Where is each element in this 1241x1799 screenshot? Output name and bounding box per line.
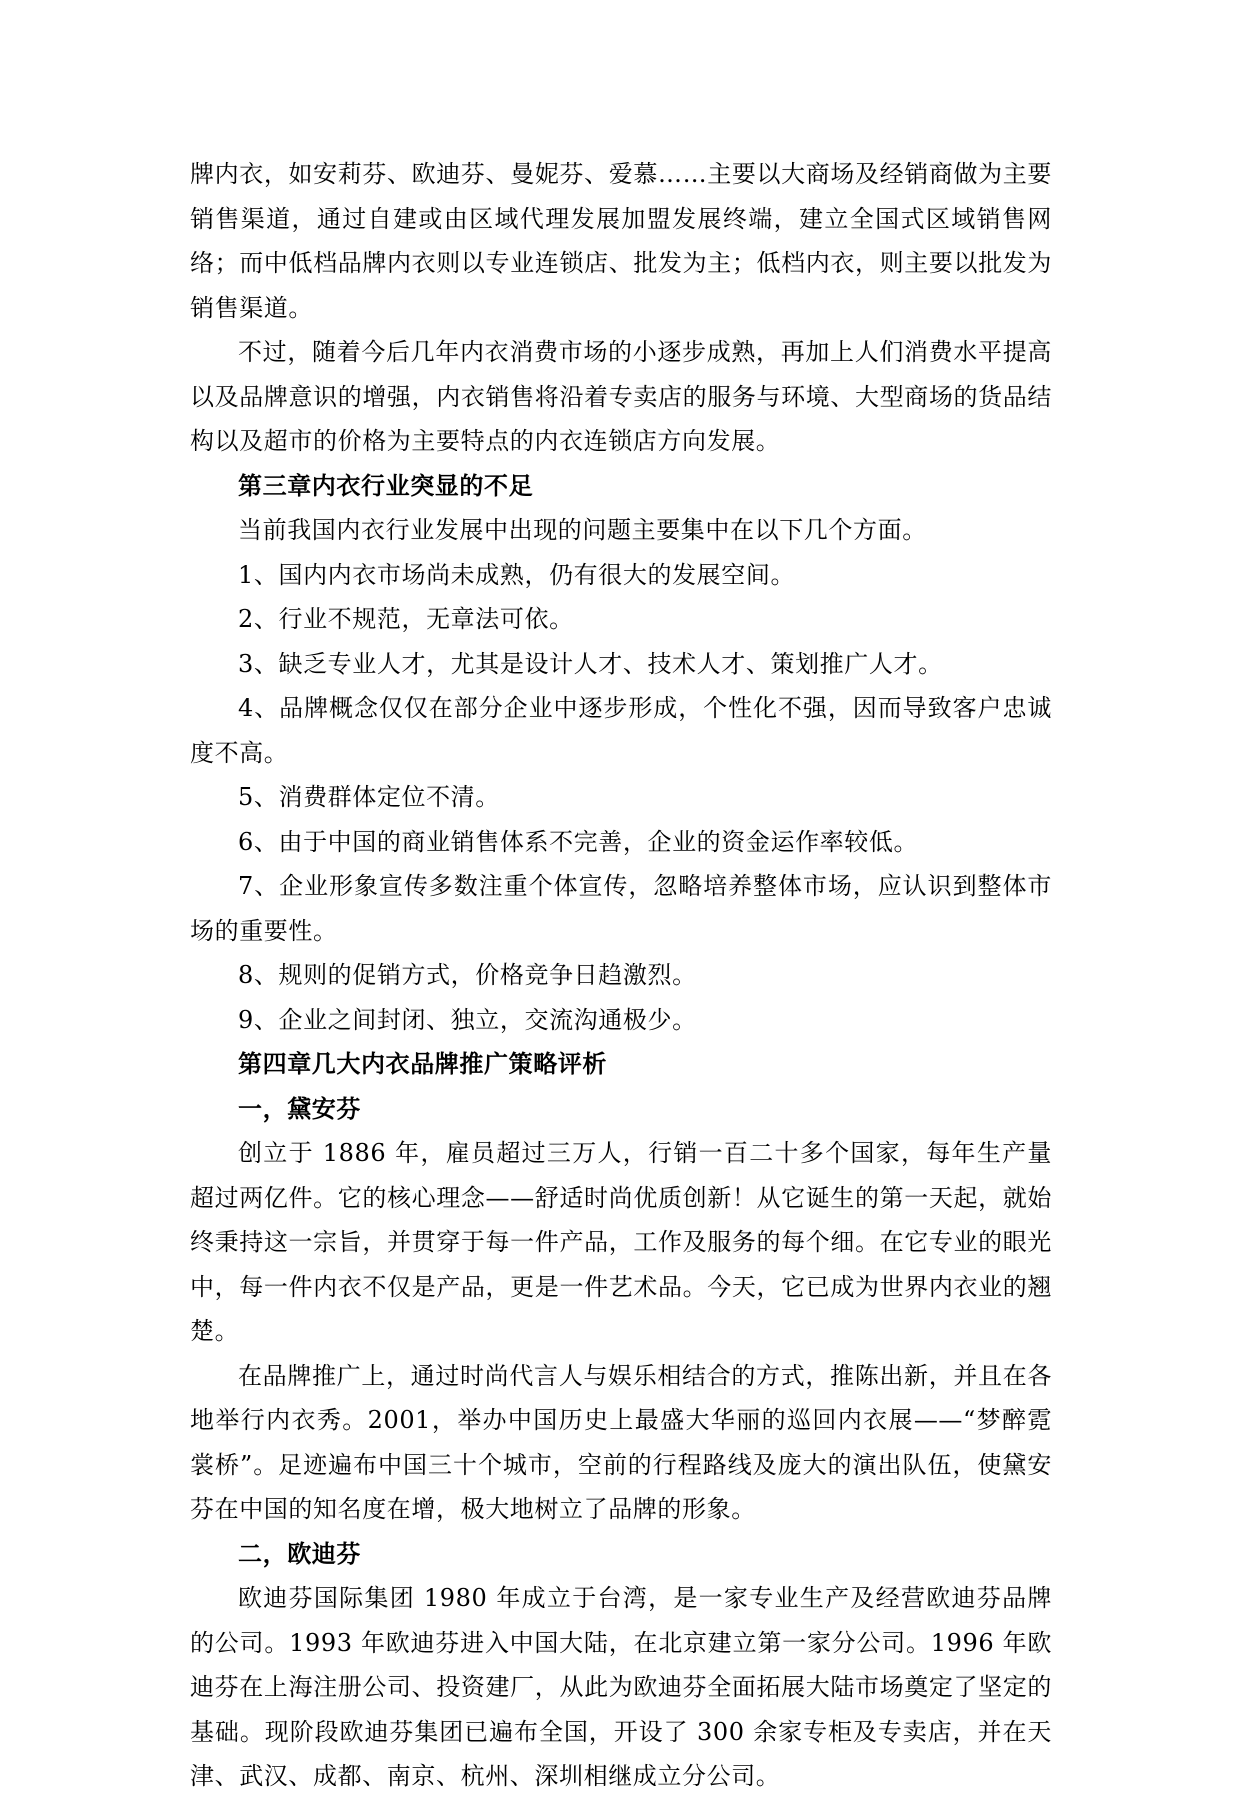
- paragraph: 欧迪芬国际集团 1980 年成立于台湾，是一家专业生产及经营欧迪芬品牌的公司。1993 年欧迪芬进入中国大陆，在北京建立第一家分公司。1996 年欧迪芬在上海注册公司、投资建厂，从此为欧迪芬全面拓展大陆市场奠定了坚定的基础。现阶段欧迪芬集团已遍布全国，开设了 300 余家专柜及专卖店，并在天津、武汉、成都、南京、杭州、深圳相继成立分公司。: [190, 1584, 1052, 1790]
- chapter-heading: 第四章几大内衣品牌推广策略评析: [238, 1049, 607, 1078]
- list-item: 5、消费群体定位不清。: [238, 783, 500, 811]
- list-item: 1、国内内衣市场尚未成熟，仍有很大的发展空间。: [238, 560, 796, 589]
- list-item: 3、缺乏专业人才，尤其是设计人才、技术人才、策划推广人才。: [238, 649, 943, 678]
- list-item: 2、行业不规范，无章法可依。: [238, 605, 574, 633]
- chapter-heading: 第三章内衣行业突显的不足: [238, 470, 534, 500]
- paragraph: 创立于 1886 年，雇员超过三万人，行销一百二十多个国家，每年生产量超过两亿件。它的核心理念——舒适时尚优质创新！从它诞生的第一天起，就始终秉持这一宗旨，并贯穿于每一件产品，工作及服务的每个细。在它专业的眼光中，每一件内衣不仅是产品，更是一件艺术品。今天，它已成为世界内衣业的翘楚。: [190, 1139, 1052, 1345]
- list-item: 7、企业形象宣传多数注重个体宣传，忽略培养整体市场，应认识到整体市场的重要性。: [190, 872, 1052, 945]
- section-heading: 一，黛安芬: [238, 1093, 361, 1123]
- paragraph: 不过，随着今后几年内衣消费市场的小逐步成熟，再加上人们消费水平提高以及品牌意识的增强，内衣销售将沿着专卖店的服务与环境、大型商场的货品结构以及超市的价格为主要特点的内衣连锁店方向发展。: [190, 338, 1052, 455]
- section-heading: 二，欧迪芬: [238, 1538, 361, 1568]
- paragraph-continued: 牌内衣，如安莉芬、欧迪芬、曼妮芬、爱慕……主要以大商场及经销商做为主要销售渠道，通过自建或由区域代理发展加盟发展终端，建立全国式区域销售网络；而中低档品牌内衣则以专业连锁店、批发为主；低档内衣，则主要以批发为销售渠道。: [190, 160, 1052, 322]
- list-item: 6、由于中国的商业销售体系不完善，企业的资金运作率较低。: [238, 827, 919, 856]
- list-item: 4、品牌概念仅仅在部分企业中逐步形成，个性化不强，因而导致客户忠诚度不高。: [190, 694, 1052, 767]
- document-page: [190, 152, 1052, 1799]
- list-item: 9、企业之间封闭、独立，交流沟通极少。: [238, 1005, 697, 1034]
- paragraph: 在品牌推广上，通过时尚代言人与娱乐相结合的方式，推陈出新，并且在各地举行内衣秀。2001，举办中国历史上最盛大华丽的巡回内衣展——“梦醉霓裳桥”。足迹遍布中国三十个城市，空前的行程路线及庞大的演出队伍，使黛安芬在中国的知名度在增，极大地树立了品牌的形象。: [190, 1361, 1052, 1523]
- list-item: 8、规则的促销方式，价格竞争日趋激烈。: [238, 961, 697, 989]
- paragraph: 当前我国内衣行业发展中出现的问题主要集中在以下几个方面。: [238, 516, 927, 544]
